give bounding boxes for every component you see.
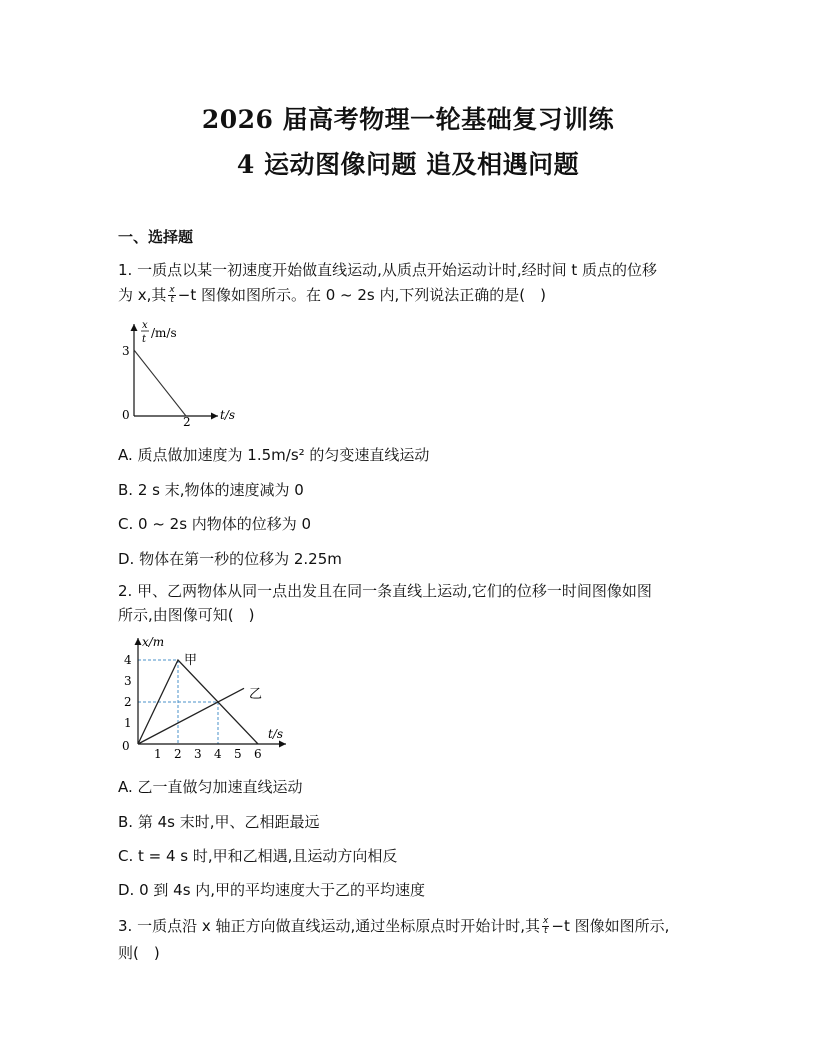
q2-xtick-label: 4 [214, 747, 222, 761]
q2-option-a: A. 乙一直做匀加速直线运动 [118, 778, 303, 796]
q1-ylabel-den: t [142, 334, 147, 345]
q2-option-b: B. 第 4s 末时,甲、乙相距最远 [118, 813, 320, 831]
q1-option-d: D. 物体在第一秒的位移为 2.25m [118, 550, 342, 568]
q1-option-c: C. 0 ~ 2s 内物体的位移为 0 [118, 515, 312, 533]
q3-stem-line2: 则( ) [118, 944, 160, 962]
q2-origin-label: 0 [122, 739, 130, 753]
q2-ylabel: x/m [142, 635, 165, 649]
q1-series-line [134, 350, 186, 416]
q3-stem-post: −t 图像如图所示, [551, 917, 670, 935]
q2-stem-line2: 所示,由图像可知( ) [118, 606, 255, 624]
q2-xtick-label: 5 [234, 747, 242, 761]
q1-ytick-3: 3 [122, 344, 130, 358]
q1-frac-den: t [170, 295, 174, 305]
q1-option-a: A. 质点做加速度为 1.5m/s² 的匀变速直线运动 [118, 446, 430, 464]
q2-xtick-label: 2 [174, 747, 182, 761]
q2-chart [118, 632, 298, 762]
q1-stem-line2 [118, 284, 546, 305]
q2-xlabel: t/s [268, 727, 284, 741]
q1-ylabel-unit: /m/s [151, 326, 177, 340]
q2-xtick-label: 1 [154, 747, 162, 761]
q2-ytick-label: 2 [124, 695, 132, 709]
q2-stem-line1: 2. 甲、乙两物体从同一点出发且在同一条直线上运动,它们的位移一时间图像如图 [118, 582, 652, 600]
q1-option-b: B. 2 s 末,物体的速度减为 0 [118, 481, 304, 499]
section-heading: 一、选择题 [118, 228, 194, 246]
q1-ylabel-num: x [142, 320, 148, 331]
q3-frac-den: t [543, 926, 548, 936]
q3-fraction [542, 917, 549, 936]
q2-option-d: D. 0 到 4s 内,甲的平均速度大于乙的平均速度 [118, 881, 426, 899]
doc-title: 2026 届高考物理一轮基础复习训练 [201, 105, 615, 134]
q2-option-c: C. t = 4 s 时,甲和乙相遇,且运动方向相反 [118, 847, 398, 865]
q2-ytick-label: 4 [124, 653, 132, 667]
q2-ytick-label: 1 [124, 716, 132, 730]
q2-guide-lines [138, 660, 218, 744]
q3-stem-pre: 3. 一质点沿 x 轴正方向做直线运动,通过坐标原点时开始计时,其 [118, 917, 541, 935]
q1-chart [118, 318, 248, 428]
q1-fraction [168, 286, 175, 305]
q2-series-b-label: 乙 [249, 687, 263, 702]
q1-stem-line1: 1. 一质点以某一初速度开始做直线运动,从质点开始运动计时,经时间 t 质点的位移 [118, 261, 658, 279]
q2-series-a-label: 甲 [184, 653, 198, 668]
q1-frac-num: x [169, 285, 175, 295]
q3-stem-line1 [118, 915, 669, 936]
q2-ytick-label: 3 [124, 674, 132, 688]
q1-stem-post: −t 图像如图所示。在 0 ~ 2s 内,下列说法正确的是( ) [177, 286, 546, 304]
doc-subtitle: 4 运动图像问题 追及相遇问题 [236, 150, 580, 179]
q1-stem-pre: 为 x,其 [118, 286, 167, 304]
q1-xtick-2: 2 [183, 415, 191, 428]
q2-xtick-label: 3 [194, 747, 202, 761]
q2-xtick-label: 6 [254, 747, 262, 761]
q3-frac-num: x [543, 916, 549, 926]
q1-origin-label: 0 [122, 408, 130, 422]
q2-series-line-2 [138, 688, 244, 744]
q1-xlabel: t/s [220, 408, 236, 422]
